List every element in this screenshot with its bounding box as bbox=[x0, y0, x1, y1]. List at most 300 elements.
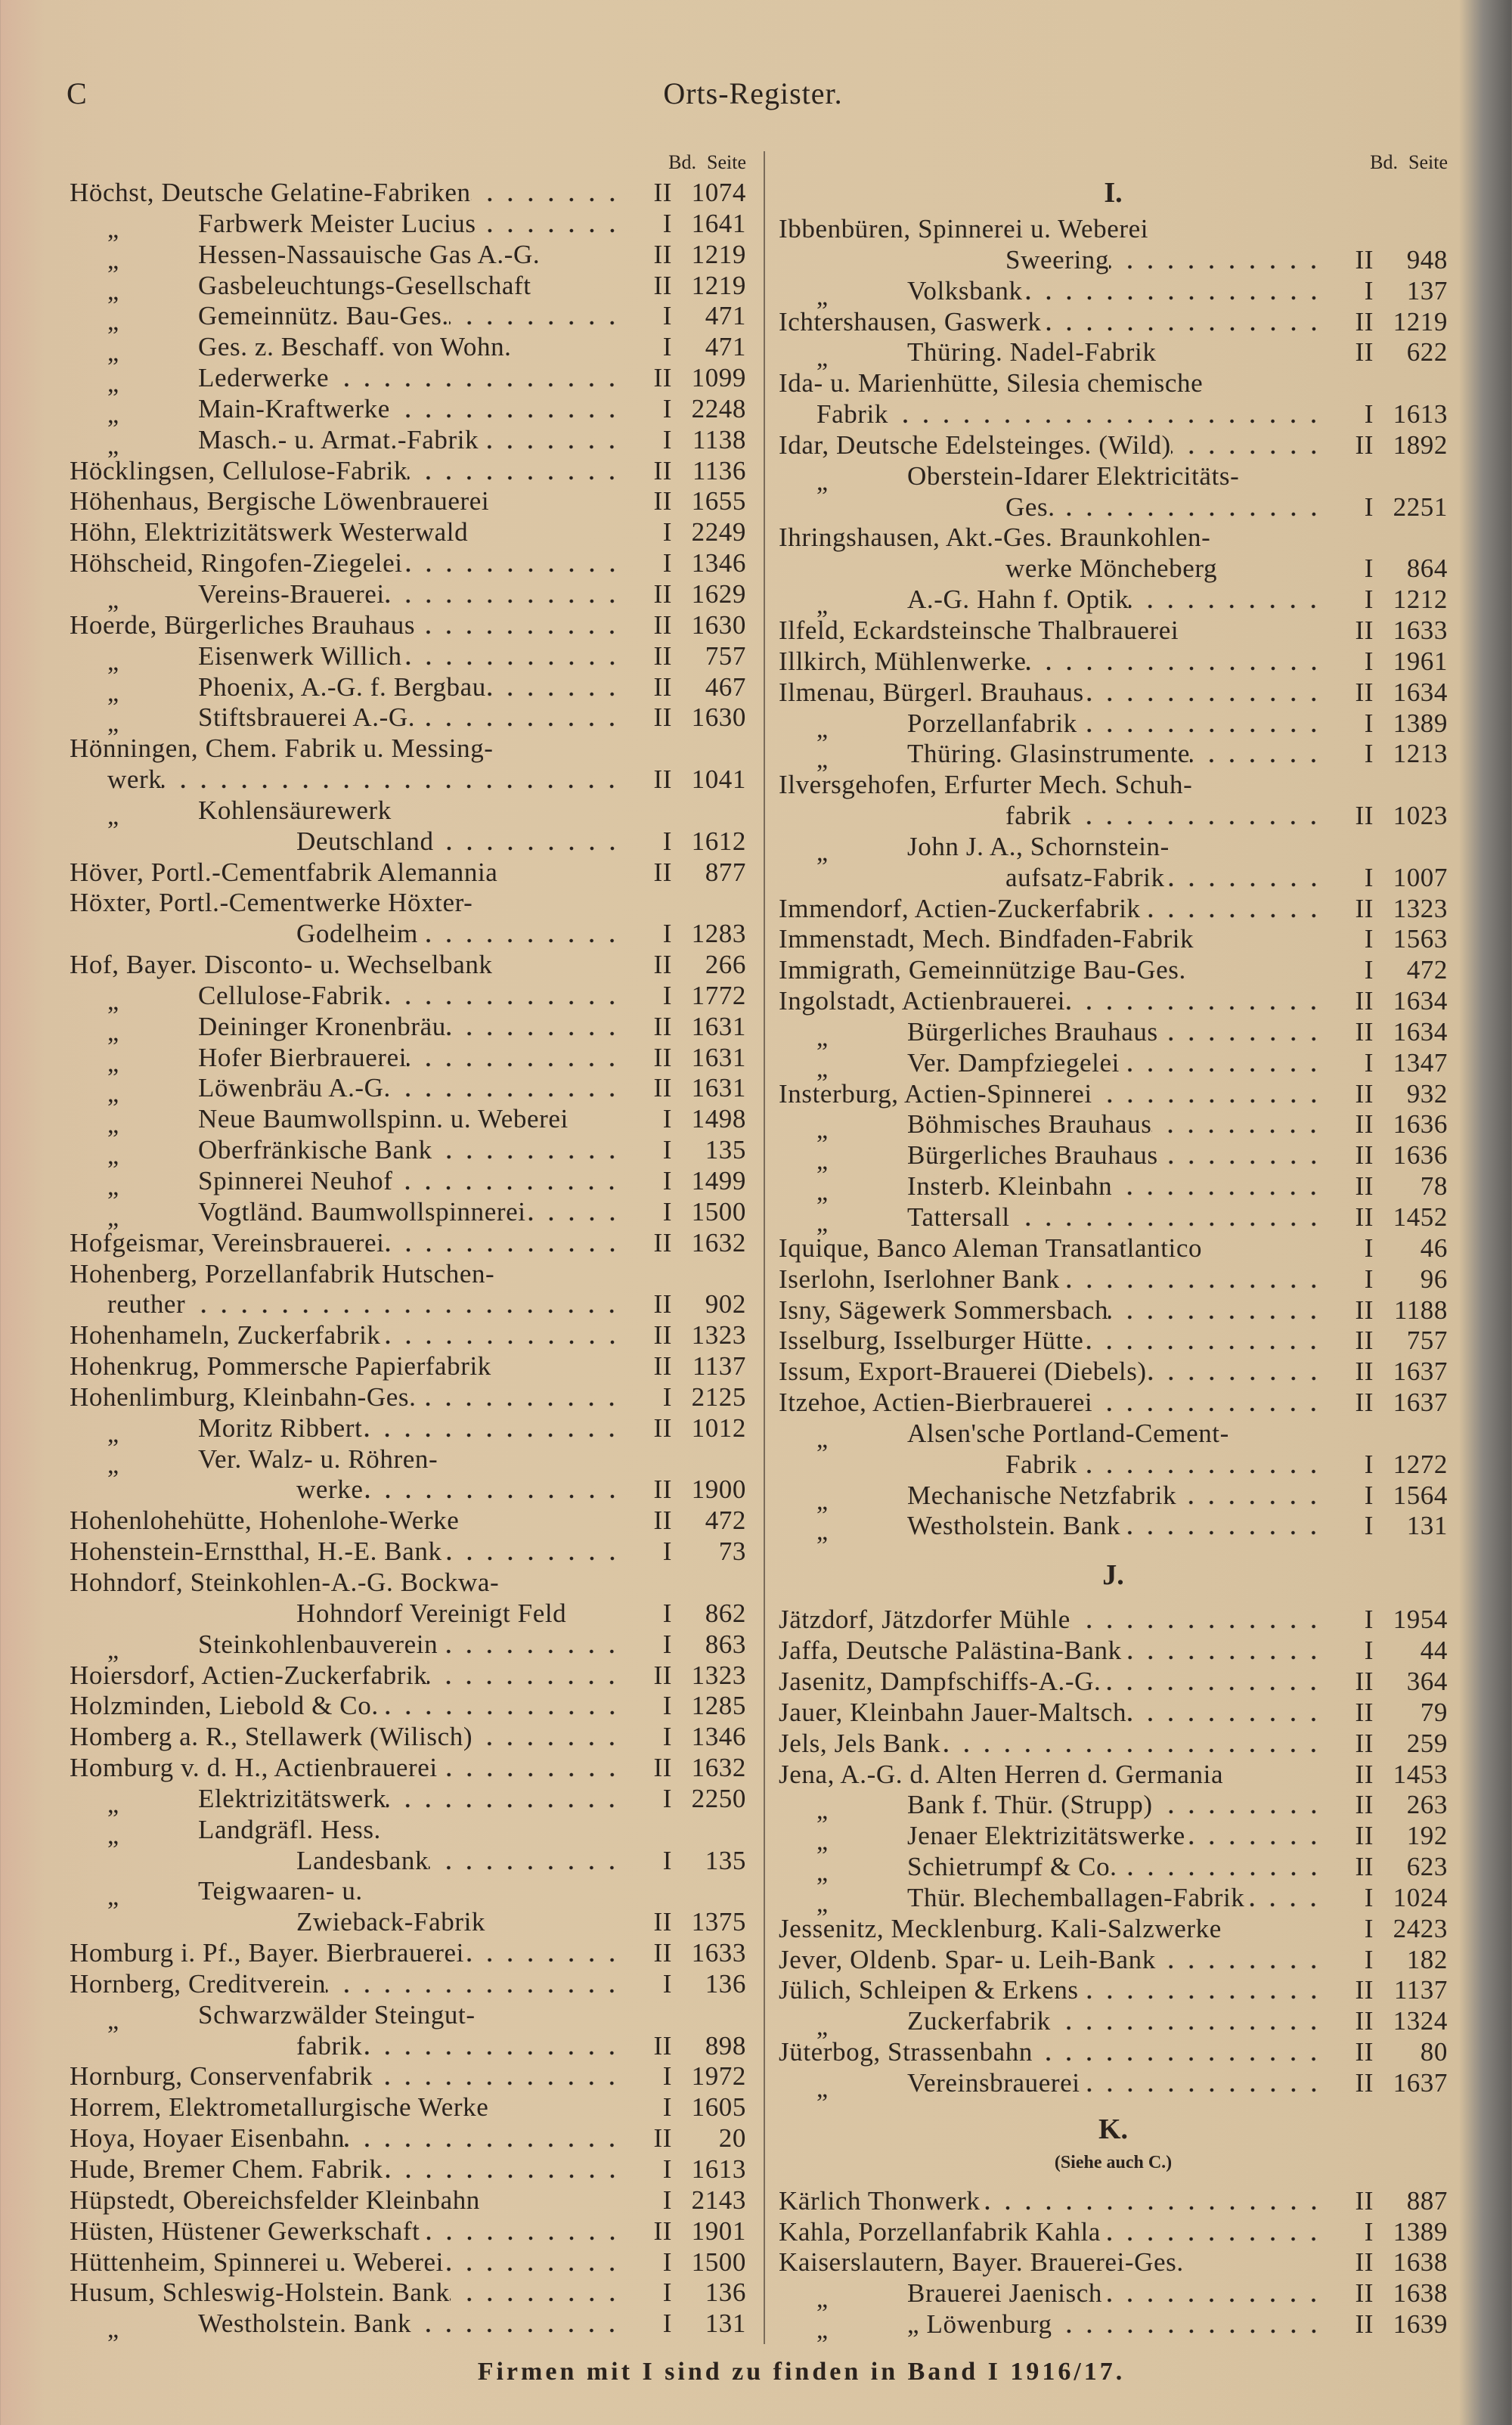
entry-name: Issum, Export-Brauerei (Diebels) bbox=[779, 1357, 1147, 1387]
index-entry bbox=[70, 950, 746, 981]
entry-name: Isny, Sägewerk Sommersbach bbox=[779, 1295, 1109, 1325]
page-number: 1137 bbox=[692, 1351, 746, 1382]
index-entry bbox=[70, 1382, 746, 1413]
volume-number: I bbox=[1364, 2216, 1374, 2247]
dot-leader bbox=[1060, 1264, 1327, 1295]
entry-name: Hornberg, Creditverein bbox=[70, 1968, 327, 1999]
entry-name: Masch.- u. Armat.-Fabrik bbox=[198, 424, 479, 454]
entry-name: Hude, Bremer Chem. Fabrik bbox=[70, 2154, 383, 2184]
section-heading-j: J. bbox=[1102, 1559, 1124, 1592]
volume-number: II bbox=[1355, 2067, 1374, 2098]
volume-number: II bbox=[1355, 1975, 1374, 2005]
page-number: 1630 bbox=[691, 609, 746, 640]
spacer bbox=[512, 332, 625, 363]
entry-name: Steinkohlenbauverein bbox=[198, 1629, 438, 1659]
dot-leader bbox=[1156, 1945, 1327, 1976]
page-number: 136 bbox=[705, 1968, 746, 1999]
entry-list bbox=[779, 2185, 1448, 2345]
ditto-mark: „ bbox=[816, 1797, 829, 1825]
index-entry bbox=[779, 1821, 1448, 1856]
entry-name: Farbwerk Meister Lucius bbox=[198, 208, 476, 238]
page-number: 1324 bbox=[1393, 2006, 1448, 2036]
spacer bbox=[497, 857, 625, 888]
page-number: 2248 bbox=[691, 393, 746, 423]
ditto-mark: „ bbox=[107, 1111, 119, 1140]
volume-number: I bbox=[1364, 492, 1374, 522]
ditto-mark: „ bbox=[107, 339, 119, 367]
page-number: 1498 bbox=[691, 1104, 746, 1134]
index-entry bbox=[779, 461, 1448, 496]
spacer bbox=[489, 486, 625, 517]
volume-number: II bbox=[653, 1938, 672, 1968]
volume-number: II bbox=[1355, 306, 1374, 336]
page-number: 1375 bbox=[691, 1907, 746, 1937]
dot-leader bbox=[1077, 1450, 1327, 1481]
dot-leader bbox=[1092, 1079, 1327, 1110]
index-entry bbox=[779, 770, 1448, 801]
volume-number: I bbox=[662, 826, 672, 856]
index-entry bbox=[779, 2037, 1448, 2068]
index-entry bbox=[70, 1289, 746, 1320]
volume-number bbox=[625, 795, 672, 826]
entry-name: Eisenwerk Willich bbox=[198, 640, 402, 671]
volume-number: I bbox=[1364, 1511, 1374, 1541]
page-number: 1637 bbox=[1393, 2067, 1448, 2098]
volume-number: II bbox=[653, 1289, 672, 1319]
dot-leader bbox=[450, 2278, 625, 2309]
volume-number: I bbox=[662, 1845, 672, 1875]
index-entry bbox=[779, 2186, 1448, 2217]
index-entry bbox=[70, 486, 746, 517]
page-number: 1219 bbox=[691, 270, 746, 300]
volume-number: I bbox=[662, 1166, 672, 1195]
entry-name: Hohenberg, Porzellanfabrik Hutschen- bbox=[70, 1258, 495, 1288]
entry-name: fabrik bbox=[1005, 801, 1072, 831]
page-number: 137 bbox=[1406, 275, 1448, 305]
index-entry bbox=[779, 1511, 1448, 1546]
spacer bbox=[480, 2185, 625, 2216]
entry-name: Iquique, Banco Aleman Transatlantico bbox=[779, 1233, 1203, 1263]
dot-leader bbox=[402, 641, 625, 672]
index-entry bbox=[779, 1760, 1448, 1791]
dot-leader bbox=[476, 209, 625, 240]
page-number: 78 bbox=[1420, 1171, 1448, 1202]
entry-name: werk bbox=[107, 764, 163, 795]
volume-number: I bbox=[662, 393, 672, 423]
ditto-mark: „ bbox=[816, 1116, 829, 1145]
entry-name: Hönningen, Chem. Fabrik u. Messing- bbox=[70, 733, 494, 764]
volume-number: I bbox=[1364, 585, 1374, 615]
ditto-mark: „ bbox=[107, 308, 119, 336]
index-entry bbox=[779, 2217, 1448, 2248]
ditto-mark: „ bbox=[107, 277, 119, 305]
index-entry bbox=[70, 178, 746, 209]
entry-name: Homburg i. Pf., Bayer. Bierbrauerei bbox=[70, 1938, 464, 1968]
entry-name: Fabrik bbox=[1005, 1449, 1077, 1479]
volume-number: I bbox=[662, 1196, 672, 1226]
volume-number: II bbox=[653, 1413, 672, 1443]
entry-name: Moritz Ribbert bbox=[198, 1413, 363, 1443]
spacer bbox=[459, 1506, 625, 1537]
page-number bbox=[672, 2000, 746, 2031]
dot-leader bbox=[1141, 894, 1327, 925]
spacer bbox=[1222, 1914, 1327, 1945]
ditto-mark: „ bbox=[816, 2285, 829, 2314]
index-entry bbox=[70, 1011, 746, 1047]
page-number: 1633 bbox=[691, 1938, 746, 1968]
spacer bbox=[1202, 1233, 1327, 1264]
dot-leader bbox=[1244, 1883, 1327, 1914]
entry-name: Main-Kraftwerke bbox=[198, 393, 390, 423]
volume-number: II bbox=[653, 1753, 672, 1783]
volume-number: II bbox=[1355, 986, 1374, 1016]
dot-leader bbox=[1176, 1481, 1327, 1512]
entry-name: Idar, Deutsche Edelsteinges. (Wild) bbox=[779, 429, 1171, 460]
entry-name: Hessen-Nassauische Gas A.-G. bbox=[198, 239, 541, 269]
index-entry bbox=[70, 2061, 746, 2092]
dot-leader bbox=[416, 1382, 625, 1413]
index-entry bbox=[70, 1506, 746, 1537]
index-entry bbox=[70, 610, 746, 641]
ditto-mark: „ bbox=[107, 802, 119, 830]
entry-name: John J. A., Schornstein- bbox=[907, 831, 1170, 861]
dot-leader bbox=[1129, 585, 1327, 616]
volume-number: II bbox=[653, 857, 672, 887]
volume-number: I bbox=[662, 208, 672, 238]
ditto-mark: „ bbox=[816, 1023, 829, 1052]
volume-number: II bbox=[1355, 1295, 1374, 1325]
index-entry bbox=[70, 1999, 746, 2035]
page-number: 1500 bbox=[691, 1196, 746, 1226]
dot-leader bbox=[526, 1197, 625, 1228]
dot-leader bbox=[373, 2061, 625, 2092]
entry-name: Insterburg, Actien-Spinnerei bbox=[779, 1078, 1092, 1109]
index-entry bbox=[70, 393, 746, 429]
index-entry bbox=[779, 307, 1448, 338]
index-entry bbox=[779, 2067, 1448, 2103]
page-number: 2250 bbox=[691, 1783, 746, 1813]
entry-name: Husum, Schleswig-Holstein. Bank bbox=[70, 2278, 450, 2308]
dot-leader bbox=[1080, 2068, 1327, 2099]
entry-name: Hoya, Hoyaer Eisenbahn bbox=[70, 2123, 345, 2154]
page-number: 1639 bbox=[1393, 2309, 1448, 2340]
entry-name: Hofer Bierbrauerei bbox=[198, 1042, 407, 1072]
entry-name: Höver, Portl.-Cementfabrik Alemannia bbox=[70, 857, 498, 887]
dot-leader bbox=[383, 2154, 626, 2185]
volume-number: II bbox=[653, 640, 672, 671]
spacer bbox=[1229, 1419, 1327, 1450]
dot-leader bbox=[1065, 986, 1327, 1017]
volume-number bbox=[625, 2000, 672, 2031]
dot-leader bbox=[403, 548, 625, 579]
entry-name: Hohenlohehütte, Hohenlohe-Werke bbox=[70, 1506, 460, 1536]
spacer bbox=[1223, 1760, 1327, 1791]
dot-leader bbox=[427, 1661, 625, 1692]
page-number: 472 bbox=[1406, 955, 1448, 985]
entry-name: Thüring. Glasinstrumente bbox=[907, 739, 1191, 769]
ditto-mark: „ bbox=[816, 1828, 829, 1856]
index-entry bbox=[70, 640, 746, 676]
entry-name: Landgräfl. Hess. bbox=[198, 1814, 381, 1844]
page-number: 1972 bbox=[691, 2061, 746, 2092]
index-entry bbox=[779, 430, 1448, 461]
entry-name: Porzellanfabrik bbox=[907, 708, 1077, 738]
page-number bbox=[672, 1876, 746, 1907]
volume-number: I bbox=[662, 1598, 672, 1628]
ditto-mark: „ bbox=[107, 585, 119, 614]
page-number: 20 bbox=[718, 2123, 746, 2154]
index-entry bbox=[70, 2154, 746, 2185]
volume-number: I bbox=[1364, 1480, 1374, 1510]
volume-number: II bbox=[653, 1506, 672, 1536]
page-number: 1641 bbox=[691, 208, 746, 238]
entry-name: Höxter, Portl.-Cementwerke Höxter- bbox=[70, 888, 473, 918]
volume-number: I bbox=[1364, 1913, 1374, 1943]
page-number: 1213 bbox=[1393, 739, 1448, 769]
entry-name: Immigrath, Gemeinnützige Bau-Ges. bbox=[779, 955, 1186, 985]
index-entry bbox=[779, 214, 1448, 245]
page-number: 1638 bbox=[1393, 2247, 1448, 2278]
dot-leader bbox=[479, 425, 625, 456]
index-entry bbox=[779, 1480, 1448, 1515]
entry-name: Höhenhaus, Bergische Löwenbrauerei bbox=[70, 486, 490, 516]
dot-leader bbox=[391, 1073, 625, 1104]
entry-name: Ibbenbüren, Spinnerei u. Weberei bbox=[779, 214, 1149, 243]
volume-number: I bbox=[662, 1537, 672, 1567]
entry-name: Hohenstein-Ernstthal, H.-E. Bank bbox=[70, 1537, 442, 1567]
spacer bbox=[392, 795, 625, 826]
footer-note: Firmen mit I sind zu finden in Band I 1916/17. bbox=[477, 2358, 1126, 2386]
dot-leader bbox=[1055, 492, 1327, 523]
dot-leader bbox=[449, 301, 625, 332]
index-entry bbox=[779, 955, 1448, 986]
ditto-mark: „ bbox=[107, 1049, 119, 1078]
volume-number: I bbox=[1364, 955, 1374, 985]
page-number: 1323 bbox=[691, 1320, 746, 1350]
dot-leader bbox=[1010, 1202, 1327, 1233]
entry-name: Teigwaaren- u. bbox=[198, 1876, 363, 1906]
column-header bbox=[70, 147, 746, 178]
page-number: 1613 bbox=[691, 2154, 746, 2184]
volume-number: I bbox=[1364, 862, 1374, 892]
ditto-mark: „ bbox=[107, 1636, 119, 1664]
entry-name: Hohenlimburg, Kleinbahn-Ges. bbox=[70, 1382, 417, 1412]
dot-leader bbox=[1051, 2006, 1327, 2037]
page-number: 131 bbox=[1406, 1511, 1448, 1541]
index-entry bbox=[779, 739, 1448, 774]
volume-number bbox=[1327, 214, 1374, 245]
dot-leader bbox=[1120, 1048, 1327, 1079]
index-entry bbox=[779, 1016, 1448, 1052]
entry-name: Jasenitz, Dampfschiffs-A.-G. bbox=[779, 1666, 1101, 1696]
index-entry bbox=[779, 863, 1448, 894]
entry-name: Homberg a. R., Stellawerk (Wilisch) bbox=[70, 1722, 473, 1752]
volume-number bbox=[1327, 523, 1374, 554]
page-number: 1613 bbox=[1393, 399, 1448, 429]
dot-leader bbox=[486, 672, 625, 703]
page-title: Orts-Register. bbox=[663, 76, 843, 110]
index-entry bbox=[70, 2092, 746, 2123]
volume-number: II bbox=[653, 178, 672, 207]
volume-number: I bbox=[1364, 646, 1374, 676]
spacer bbox=[472, 888, 625, 919]
spacer bbox=[381, 1815, 625, 1846]
index-entry bbox=[779, 1945, 1448, 1976]
index-entry bbox=[70, 1196, 746, 1232]
dot-leader bbox=[432, 1135, 625, 1166]
volume-number bbox=[625, 1444, 672, 1475]
index-entry bbox=[779, 1975, 1448, 2006]
volume-number: I bbox=[662, 919, 672, 949]
ditto-mark: „ bbox=[816, 1425, 829, 1453]
dot-leader bbox=[1092, 1388, 1327, 1419]
page-number bbox=[672, 795, 746, 826]
dot-leader bbox=[345, 2123, 625, 2154]
page-number: 1637 bbox=[1393, 1388, 1448, 1418]
page-number bbox=[1374, 461, 1448, 492]
entry-name: Jülich, Schleipen & Erkens bbox=[779, 1975, 1079, 2005]
index-entry bbox=[779, 1326, 1448, 1357]
page-number: 2423 bbox=[1393, 1913, 1448, 1943]
entry-name: Ges. z. Beschaff. von Wohn. bbox=[198, 332, 512, 362]
entry-name: Jessenitz, Mecklenburg. Kali-Salzwerke bbox=[779, 1913, 1222, 1943]
page-number bbox=[672, 1259, 746, 1290]
page-number: 887 bbox=[1406, 2185, 1448, 2216]
index-entry bbox=[779, 523, 1448, 554]
entry-name: Lederwerke bbox=[198, 363, 330, 393]
volume-number: II bbox=[1355, 1078, 1374, 1109]
page-number bbox=[1374, 523, 1448, 554]
entry-name: Oberstein-Idarer Elektricitäts- bbox=[907, 461, 1240, 491]
spacer bbox=[1184, 2247, 1327, 2278]
entry-name: Böhmisches Brauhaus bbox=[907, 1109, 1152, 1140]
volume-number: II bbox=[1355, 1790, 1374, 1820]
volume-number: II bbox=[1355, 1759, 1374, 1789]
entry-name: Volksbank bbox=[907, 275, 1023, 305]
dot-leader bbox=[1120, 1511, 1327, 1542]
dot-leader bbox=[1151, 1109, 1327, 1140]
volume-number: II bbox=[1355, 615, 1374, 645]
index-entry bbox=[779, 1233, 1448, 1264]
index-entry bbox=[779, 1605, 1448, 1636]
page-number: 1637 bbox=[1393, 1357, 1448, 1387]
spacer bbox=[566, 1599, 625, 1630]
volume-number: II bbox=[653, 578, 672, 609]
entry-name: aufsatz-Fabrik bbox=[1005, 862, 1165, 892]
index-entry bbox=[779, 1450, 1448, 1481]
page-number: 1892 bbox=[1393, 429, 1448, 460]
page-number: 1346 bbox=[691, 548, 746, 578]
page-number: 1023 bbox=[1393, 801, 1448, 831]
index-entry bbox=[70, 1537, 746, 1568]
page-number: 1188 bbox=[1393, 1295, 1448, 1325]
entry-name: Westholstein. Bank bbox=[198, 2309, 412, 2339]
dot-leader bbox=[1101, 1667, 1327, 1698]
entry-name: Höhn, Elektrizitätswerk Westerwald bbox=[70, 517, 469, 547]
column-header bbox=[779, 147, 1448, 178]
volume-number: II bbox=[653, 950, 672, 980]
page-number: 1346 bbox=[691, 1722, 746, 1752]
dot-leader bbox=[1070, 1605, 1327, 1636]
volume-number bbox=[625, 888, 672, 919]
dot-leader bbox=[381, 1320, 625, 1351]
page-number: 862 bbox=[705, 1598, 746, 1628]
index-entry bbox=[70, 2031, 746, 2062]
volume-number: II bbox=[1355, 2037, 1374, 2067]
dot-leader bbox=[390, 394, 625, 425]
volume-number: I bbox=[1364, 275, 1374, 305]
index-entry bbox=[70, 980, 746, 1016]
dot-leader bbox=[1077, 709, 1327, 740]
index-entry bbox=[779, 1418, 1448, 1453]
page-number: 1041 bbox=[691, 764, 746, 795]
index-entry bbox=[70, 1907, 746, 1938]
entry-name: Jever, Oldenb. Spar- u. Leih-Bank bbox=[779, 1944, 1156, 1974]
entry-name: Bürgerliches Brauhaus bbox=[907, 1140, 1158, 1171]
index-entry bbox=[70, 548, 746, 579]
bd-header: Bd. bbox=[668, 151, 696, 173]
entry-name: Ilmenau, Bürgerl. Brauhaus bbox=[779, 677, 1084, 707]
dot-leader bbox=[1158, 1140, 1327, 1171]
dot-leader bbox=[420, 2216, 626, 2247]
volume-number: II bbox=[653, 2030, 672, 2061]
page-number: 471 bbox=[705, 332, 746, 362]
spacer bbox=[494, 733, 625, 764]
index-entry bbox=[70, 517, 746, 548]
dot-leader bbox=[1171, 430, 1327, 461]
page-number: 1389 bbox=[1393, 708, 1448, 738]
index-entry bbox=[70, 1691, 746, 1722]
spacer bbox=[1179, 616, 1327, 647]
ditto-mark: „ bbox=[107, 215, 119, 243]
page-number: 1499 bbox=[691, 1166, 746, 1195]
dot-leader bbox=[379, 1691, 625, 1722]
entry-name: Elektrizitätswerk bbox=[198, 1783, 387, 1813]
entry-name: Landesbank bbox=[296, 1845, 429, 1875]
volume-number: I bbox=[662, 1722, 672, 1752]
dot-leader bbox=[1109, 245, 1327, 276]
dot-leader bbox=[385, 579, 625, 610]
spacer bbox=[438, 1444, 625, 1475]
index-entry bbox=[779, 2309, 1448, 2345]
entry-list bbox=[70, 178, 746, 2344]
index-entry bbox=[70, 2278, 746, 2309]
index-entry bbox=[779, 1357, 1448, 1388]
ditto-mark: „ bbox=[816, 1889, 829, 1918]
entry-name: Löwenbräu A.-G. bbox=[198, 1073, 391, 1103]
left-column bbox=[70, 147, 746, 2344]
index-entry bbox=[779, 2247, 1448, 2278]
dot-leader bbox=[1147, 1357, 1327, 1388]
volume-number: II bbox=[1355, 1171, 1374, 1202]
dot-leader bbox=[1153, 1790, 1327, 1821]
ditto-mark: „ bbox=[816, 344, 829, 373]
dot-leader bbox=[1190, 739, 1327, 770]
volume-number: I bbox=[1364, 739, 1374, 769]
entry-name: Immendorf, Actien-Zuckerfabrik bbox=[779, 893, 1141, 923]
page-number: 1563 bbox=[1393, 924, 1448, 954]
index-entry bbox=[779, 275, 1448, 311]
spacer bbox=[1156, 337, 1327, 368]
volume-number: I bbox=[662, 980, 672, 1010]
dot-leader bbox=[329, 363, 625, 394]
index-entry bbox=[779, 1729, 1448, 1760]
dot-leader bbox=[438, 1630, 625, 1661]
entry-name: Alsen'sche Portland-Cement- bbox=[907, 1418, 1229, 1448]
seite-header: Seite bbox=[1408, 151, 1448, 173]
volume-number: I bbox=[662, 517, 672, 547]
page-number: 1630 bbox=[691, 702, 746, 733]
